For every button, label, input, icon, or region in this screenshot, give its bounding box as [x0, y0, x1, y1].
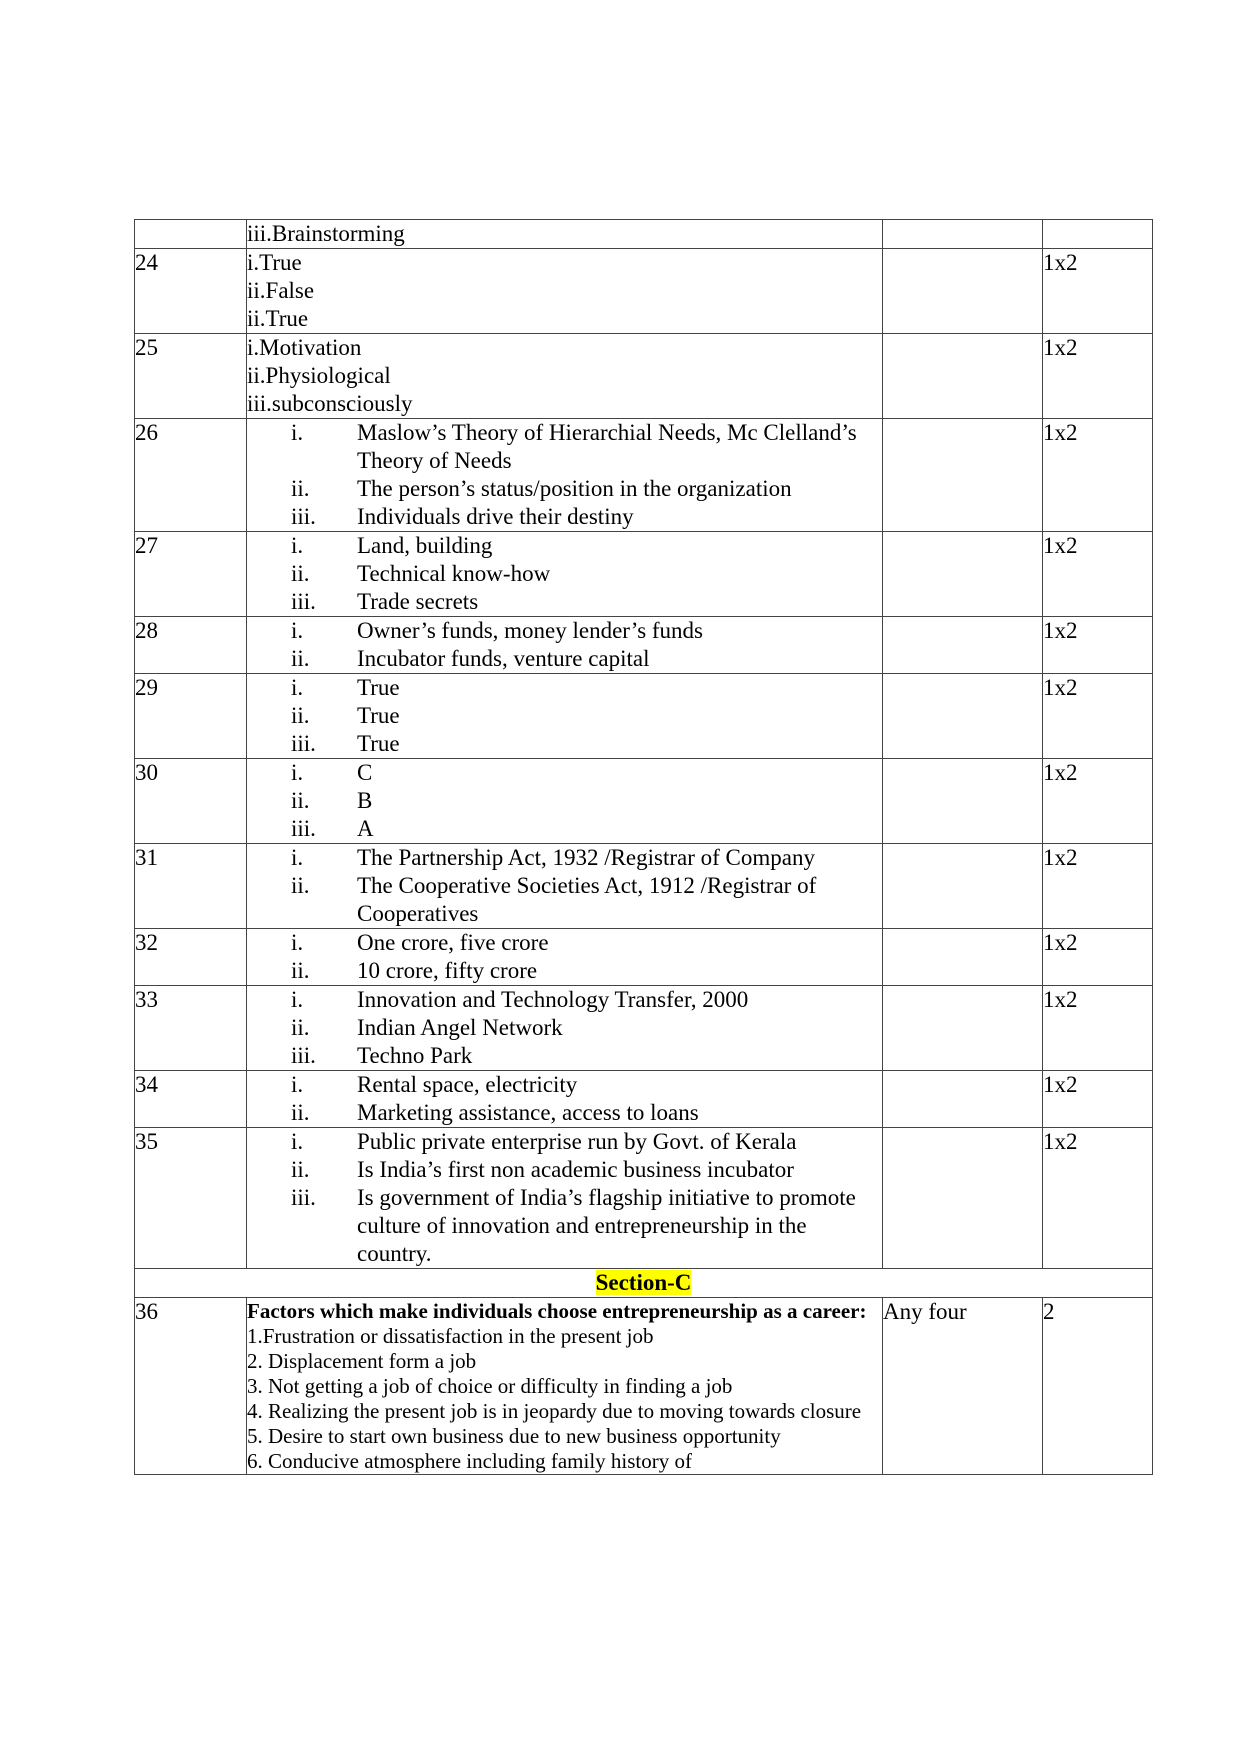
item-numeral: ii. [291, 958, 310, 983]
table-row [135, 334, 1153, 419]
question-number-cell: 28 [135, 617, 247, 674]
answer-line: iii.Brainstorming [247, 221, 405, 246]
item-numeral: i. [291, 420, 304, 445]
item-text: Indian Angel Network [357, 1015, 563, 1040]
answer-line: ii.False [247, 278, 315, 303]
marks-cell [1043, 220, 1153, 249]
answer-item [247, 759, 882, 787]
note-cell [883, 674, 1043, 759]
item-numeral: i. [291, 618, 304, 643]
section-header-cell [135, 1269, 1153, 1298]
marks-cell: 1x2 [1043, 617, 1153, 674]
answer-heading: Factors which make individuals choose entrepreneurship as a career: [247, 1299, 867, 1323]
answer-line: ii.Physiological [247, 363, 391, 388]
answer-point: 5. Desire to start own business due to new business opportunity [247, 1424, 781, 1448]
item-numeral: i. [291, 845, 304, 870]
answer-item [247, 475, 882, 503]
answer-item [247, 503, 882, 531]
marks-cell: 1x2 [1043, 334, 1153, 419]
item-numeral: i. [291, 930, 304, 955]
answer-item [247, 419, 882, 475]
question-number-cell: 35 [135, 1128, 247, 1269]
table-row [135, 986, 1153, 1071]
item-numeral: ii. [291, 1100, 310, 1125]
item-text: Individuals drive their destiny [357, 504, 634, 529]
answer-item [247, 787, 882, 815]
item-numeral: ii. [291, 873, 310, 898]
item-text: Rental space, electricity [357, 1072, 578, 1097]
answer-item [247, 1014, 882, 1042]
answer-item [247, 588, 882, 616]
item-text: True [357, 703, 400, 728]
answer-item [247, 1099, 882, 1127]
answer-cell [247, 532, 883, 617]
marks-cell: 1x2 [1043, 674, 1153, 759]
answer-line: ii.True [247, 306, 309, 331]
item-numeral: ii. [291, 646, 310, 671]
item-text: The Partnership Act, 1932 /Registrar of Company [357, 845, 816, 870]
answer-item [247, 1071, 882, 1099]
item-text: C [357, 760, 373, 785]
marks-cell: 1x2 [1043, 986, 1153, 1071]
section-header-row [135, 1269, 1153, 1298]
item-numeral: iii. [291, 1043, 316, 1068]
item-text: Incubator funds, venture capital [357, 646, 650, 671]
item-text: True [357, 731, 400, 756]
item-text: Owner’s funds, money lender’s funds [357, 618, 704, 643]
answer-point: 6. Conducive atmosphere including family history of [247, 1449, 692, 1473]
answer-item [247, 1042, 882, 1070]
table-row [135, 617, 1153, 674]
marks-cell: 1x2 [1043, 419, 1153, 532]
item-text: Is India’s first non academic business incubator [357, 1157, 794, 1182]
answer-item [247, 702, 882, 730]
answer-point: 4. Realizing the present job is in jeopardy due to moving towards closure [247, 1399, 862, 1423]
note-cell [883, 220, 1043, 249]
answer-item [247, 929, 882, 957]
answer-cell [247, 929, 883, 986]
marks-cell: 1x2 [1043, 929, 1153, 986]
note-cell [883, 419, 1043, 532]
section-title: Section-C [595, 1270, 692, 1295]
answer-cell [247, 1128, 883, 1269]
answer-item [247, 730, 882, 758]
answer-line: iii.subconsciously [247, 391, 413, 416]
item-numeral: i. [291, 987, 304, 1012]
answer-cell [247, 249, 883, 334]
question-number-cell: 27 [135, 532, 247, 617]
item-numeral: ii. [291, 1015, 310, 1040]
table-row [135, 1071, 1153, 1128]
item-text: True [357, 675, 400, 700]
answer-cell [247, 759, 883, 844]
item-text: The person’s status/position in the organization [357, 476, 792, 501]
answer-item [247, 617, 882, 645]
answer-cell [247, 844, 883, 929]
note-cell [883, 1071, 1043, 1128]
question-number-cell: 24 [135, 249, 247, 334]
item-text: Land, building [357, 533, 493, 558]
marks-cell: 1x2 [1043, 1128, 1153, 1269]
note-cell [883, 1128, 1043, 1269]
item-numeral: ii. [291, 561, 310, 586]
answer-cell [247, 419, 883, 532]
answer-item [247, 844, 882, 872]
answer-point: 1.Frustration or dissatisfaction in the present job [247, 1324, 654, 1348]
answer-item [247, 815, 882, 843]
question-number-cell: 26 [135, 419, 247, 532]
item-text: B [357, 788, 373, 813]
answer-cell [247, 220, 883, 249]
note-cell [883, 532, 1043, 617]
item-numeral: iii. [291, 504, 316, 529]
answer-item [247, 1128, 882, 1156]
answer-point: 3. Not getting a job of choice or difficulty in finding a job [247, 1374, 733, 1398]
item-numeral: iii. [291, 816, 316, 841]
answer-item [247, 957, 882, 985]
item-text: 10 crore, fifty crore [357, 958, 538, 983]
item-numeral: ii. [291, 1157, 310, 1182]
question-number-cell: 29 [135, 674, 247, 759]
item-text: The Cooperative Societies Act, 1912 /Registrar of Cooperatives [357, 873, 817, 926]
marks-cell: 2 [1043, 1298, 1153, 1475]
question-number-cell: 25 [135, 334, 247, 419]
answer-point: 2. Displacement form a job [247, 1349, 477, 1373]
marks-cell: 1x2 [1043, 532, 1153, 617]
table-row [135, 249, 1153, 334]
answer-item [247, 1184, 882, 1268]
item-numeral: i. [291, 675, 304, 700]
item-text: Technical know-how [357, 561, 551, 586]
question-number-cell: 32 [135, 929, 247, 986]
item-text: A [357, 816, 374, 841]
answer-item [247, 872, 882, 928]
answer-item [247, 560, 882, 588]
note-cell [883, 986, 1043, 1071]
item-text: Techno Park [357, 1043, 473, 1068]
note-cell: Any four [883, 1298, 1043, 1475]
table-row [135, 674, 1153, 759]
table-row [135, 1298, 1153, 1475]
note-cell [883, 929, 1043, 986]
answer-cell [247, 986, 883, 1071]
answer-item [247, 1156, 882, 1184]
answer-line: i.Motivation [247, 335, 362, 360]
item-text: Public private enterprise run by Govt. of Kerala [357, 1129, 797, 1154]
item-text: Innovation and Technology Transfer, 2000 [357, 987, 749, 1012]
answer-cell [247, 334, 883, 419]
question-number-cell: 33 [135, 986, 247, 1071]
item-numeral: ii. [291, 476, 310, 501]
item-numeral: i. [291, 533, 304, 558]
item-numeral: i. [291, 1129, 304, 1154]
question-number-cell [135, 220, 247, 249]
item-numeral: iii. [291, 589, 316, 614]
item-text: One crore, five crore [357, 930, 549, 955]
note-cell [883, 844, 1043, 929]
note-cell [883, 334, 1043, 419]
note-cell [883, 249, 1043, 334]
table-row [135, 844, 1153, 929]
answer-item [247, 532, 882, 560]
marks-cell: 1x2 [1043, 249, 1153, 334]
note-cell [883, 617, 1043, 674]
item-numeral: i. [291, 1072, 304, 1097]
answer-line: i.True [247, 250, 302, 275]
answer-item [247, 674, 882, 702]
answer-cell [247, 1071, 883, 1128]
table-row [135, 759, 1153, 844]
item-text: Trade secrets [357, 589, 479, 614]
answer-item [247, 645, 882, 673]
item-numeral: iii. [291, 1185, 316, 1210]
question-number-cell: 31 [135, 844, 247, 929]
answer-item [247, 986, 882, 1014]
marks-cell: 1x2 [1043, 1071, 1153, 1128]
answer-cell [247, 617, 883, 674]
answer-cell [247, 674, 883, 759]
table-row [135, 1128, 1153, 1269]
table-row [135, 419, 1153, 532]
answer-cell [247, 1298, 883, 1475]
question-number-cell: 30 [135, 759, 247, 844]
item-numeral: ii. [291, 703, 310, 728]
marks-cell: 1x2 [1043, 759, 1153, 844]
marks-cell: 1x2 [1043, 844, 1153, 929]
item-numeral: i. [291, 760, 304, 785]
table-row [135, 220, 1153, 249]
question-number-cell: 36 [135, 1298, 247, 1475]
answer-key-table [134, 219, 1153, 1475]
table-row [135, 532, 1153, 617]
item-text: Is government of India’s flagship initiative to promote culture of innovation and entrepreneurship in the country. [357, 1185, 856, 1266]
table-row [135, 929, 1153, 986]
question-number-cell: 34 [135, 1071, 247, 1128]
item-numeral: ii. [291, 788, 310, 813]
item-text: Marketing assistance, access to loans [357, 1100, 699, 1125]
note-cell [883, 759, 1043, 844]
item-numeral: iii. [291, 731, 316, 756]
item-text: Maslow’s Theory of Hierarchial Needs, Mc Clelland’s Theory of Needs [357, 420, 857, 473]
